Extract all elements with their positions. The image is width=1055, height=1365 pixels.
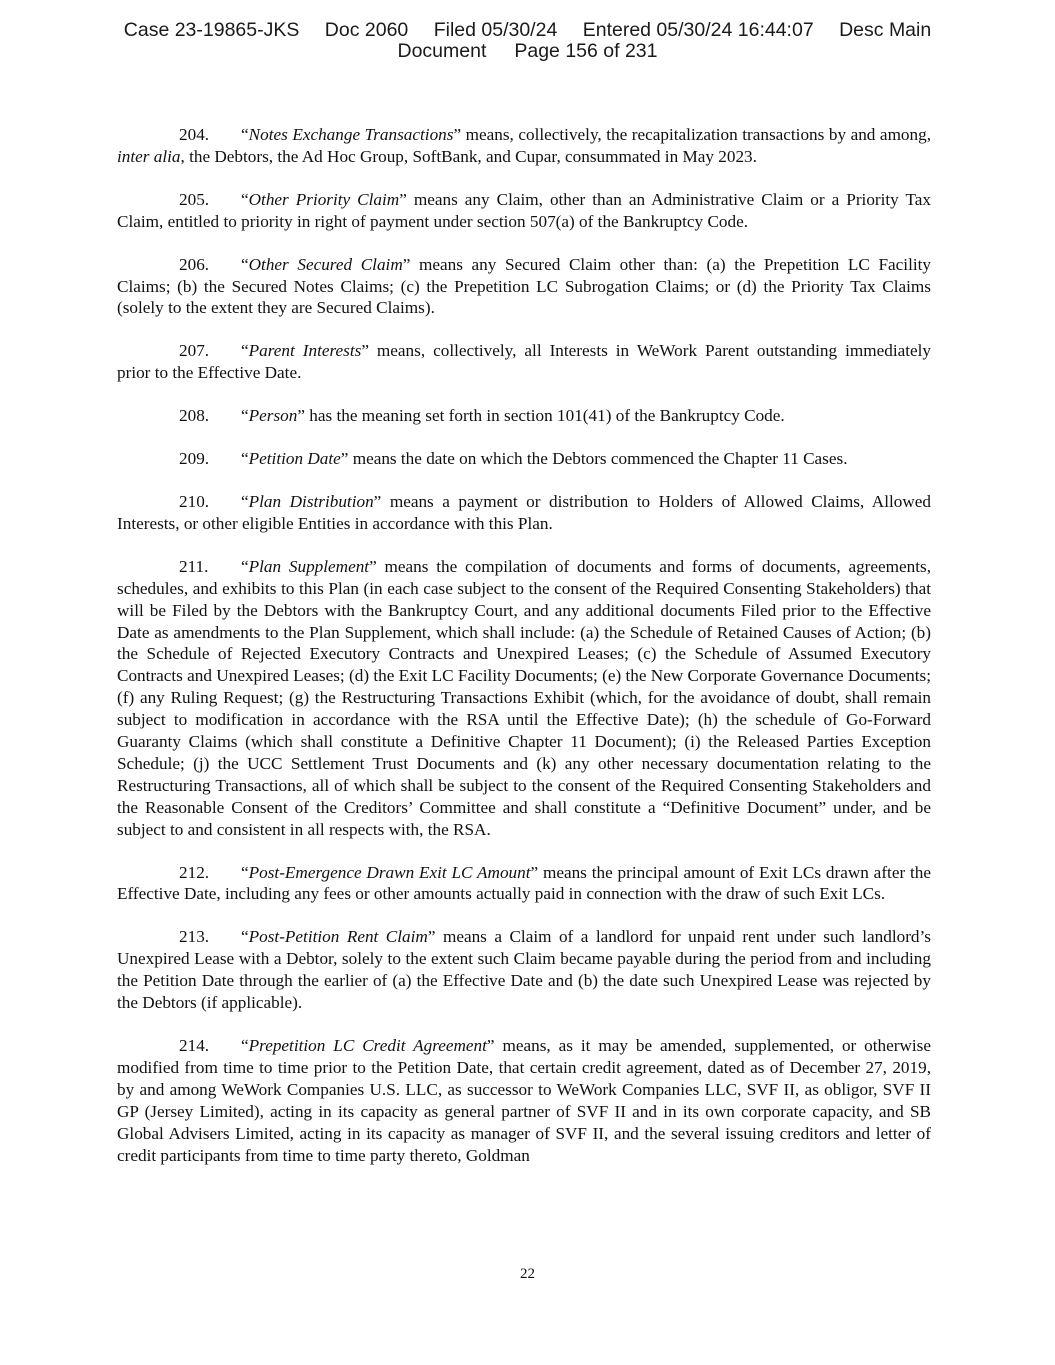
defined-term: Notes Exchange Transactions [248, 125, 454, 144]
defined-term: Other Priority Claim [248, 189, 400, 209]
defined-term: Person [248, 406, 298, 426]
header-line-1 [0, 20, 1055, 41]
paragraph-number: 205. [179, 189, 210, 209]
definition-paragraph [117, 926, 931, 1014]
definition-text: means a payment or distribution to Holders of Allowed Claims, Allowed Interests, or other eligible Entities in accordance with this Plan. [117, 491, 931, 533]
paragraph-number: 209. [179, 449, 210, 469]
close-quote: ” [369, 556, 377, 576]
defined-term: Parent Interests [248, 341, 362, 361]
paragraph-number: 207. [179, 341, 210, 361]
definition-paragraph [117, 254, 931, 320]
definition-text: means, collectively, the recapitalization transactions by and among, inter alia, the Debtors, the Ad Hoc Group, SoftBank, and Cupar, consummated in May 2023. [117, 125, 932, 166]
close-quote: ” [486, 1036, 495, 1055]
open-quote: “ [241, 125, 249, 144]
definition-text: means, as it may be amended, supplemented, or otherwise modified from time to time prior to the Petition Date, that certain credit agreement, dated as of December 27, 2019, by and among WeWork Companies U.S. LLC, as successor to WeWork Companies LLC, SVF II, as obligor, SVF II GP (Jersey Limited), acting in its capacity as general partner of SVF II and in its own corporate capacity, and SB Global Advisers Limited, acting in its capacity as manager of SVF II, and the several issuing creditors and letter of credit participants from time to time party thereto, Goldman [117, 1036, 931, 1165]
definition-text: means the compilation of documents and forms of documents, agreements, schedules, and exhibits to this Plan (in each case subject to the consent of the Required Consenting Stakeholders) that will be Filed by the Debtors with the Bankruptcy Court, and any additional documents Filed prior to the Effective Date as amendments to the Plan Supplement, which shall include: (a) the Schedule of Retained Causes of Action; (b) the Schedule of Rejected Executory Contracts and Unexpired Leases; (c) the Schedule of Assumed Executory Contracts and Unexpired Leases; (d) the Exit LC Facility Documents; (e) the New Corporate Governance Documents; (f) any Ruling Request; (g) the Restructuring Transactions Exhibit (which, for the avoidance of doubt, shall remain subject to modification in accordance with the RSA until the Effective Date); (h) the schedule of Go-Forward Guaranty Claims (which shall constitute a Definitive Chapter 11 Document); (i) the Released Parties Exception Schedule; (j) the UCC Settlement Trust Documents and (k) any other necessary documentation relating to the Restructuring Transactions, all of which shall be subject to the consent of the Required Consenting Stakeholders and the Reasonable Consent of the Creditors’ Committee and shall constitute a “Definitive Document” under, and be subject to and consistent in all respects with, the RSA. [117, 556, 932, 839]
open-quote: “ [241, 341, 249, 361]
desc-main: Desc Main [839, 19, 932, 41]
defined-term: Plan Supplement [248, 556, 370, 576]
open-quote: “ [241, 491, 249, 511]
page-count: Page 156 of 231 [514, 40, 658, 62]
filed-date: Filed 05/30/24 [433, 19, 558, 41]
paragraph-number: 213. [179, 927, 210, 947]
close-quote: ” [399, 189, 407, 209]
open-quote: “ [241, 406, 249, 426]
definition-text: means a Claim of a landlord for unpaid rent under such landlord’s Unexpired Lease with a Debtor, solely to the extent such Claim became payable during the period from and including the Petition Date through the earlier of (a) the Effective Date and (b) the date such Unexpired Lease was rejected by the Debtors (if applicable). [117, 927, 931, 1013]
open-quote: “ [241, 556, 249, 576]
defined-term: Post-Emergence Drawn Exit LC Amount [248, 862, 531, 882]
document-body [117, 124, 931, 1187]
defined-term: Plan Distribution [248, 491, 374, 511]
definition-paragraph [117, 340, 931, 384]
paragraph-number: 212. [179, 862, 210, 882]
document-label: Document [397, 40, 487, 62]
close-quote: ” [453, 125, 462, 144]
defined-term: Petition Date [248, 449, 341, 469]
definition-text: means the principal amount of Exit LCs drawn after the Effective Date, including any fees or other amounts actually paid in connection with the draw of such Exit LCs. [117, 862, 931, 904]
definition-text: means, collectively, all Interests in WeWork Parent outstanding immediately prior to the Effective Date. [117, 341, 931, 383]
case-header [0, 20, 1055, 62]
close-quote: ” [361, 341, 369, 361]
definition-paragraph [117, 1035, 931, 1166]
paragraph-number: 204. [179, 125, 210, 144]
close-quote: ” [373, 491, 382, 511]
open-quote: “ [241, 189, 249, 209]
doc-number: Doc 2060 [324, 19, 409, 41]
definition-paragraph [117, 862, 931, 906]
definition-paragraph [117, 556, 931, 841]
definition-text: means the date on which the Debtors commenced the Chapter 11 Cases. [348, 449, 848, 469]
open-quote: “ [241, 1036, 249, 1055]
close-quote: ” [402, 254, 411, 274]
defined-term: Prepetition LC Credit Agreement [248, 1036, 487, 1055]
open-quote: “ [241, 862, 249, 882]
paragraph-number: 211. [179, 556, 209, 576]
paragraph-number: 214. [179, 1036, 210, 1055]
close-quote: ” [427, 927, 436, 947]
definition-paragraph [117, 448, 931, 470]
header-line-2 [0, 41, 1055, 62]
definition-paragraph [117, 124, 931, 168]
paragraph-number: 210. [179, 491, 210, 511]
open-quote: “ [241, 449, 249, 469]
defined-term: Post-Petition Rent Claim [248, 927, 428, 947]
definition-text: means any Claim, other than an Administrative Claim or a Priority Tax Claim, entitled to priority in right of payment under section 507(a) of the Bankruptcy Code. [117, 189, 932, 231]
definition-text: means any Secured Claim other than: (a) the Prepetition LC Facility Claims; (b) the Secured Notes Claims; (c) the Prepetition LC Subrogation Claims; or (d) the Priority Tax Claims (solely to the extent they are Secured Claims). [117, 254, 931, 318]
definition-paragraph [117, 491, 931, 535]
paragraph-number: 206. [179, 254, 210, 274]
case-number: Case 23-19865-JKS [123, 19, 300, 41]
open-quote: “ [241, 927, 249, 947]
entered-date: Entered 05/30/24 16:44:07 [582, 19, 814, 41]
paragraph-number: 208. [179, 406, 210, 426]
close-quote: ” [297, 406, 305, 426]
definition-paragraph [117, 405, 931, 427]
definition-paragraph [117, 189, 931, 233]
page-number: 22 [520, 1266, 535, 1282]
close-quote: ” [530, 862, 539, 882]
close-quote: ” [340, 449, 349, 469]
defined-term: Other Secured Claim [248, 254, 403, 274]
definition-text: has the meaning set forth in section 101(41) of the Bankruptcy Code. [304, 406, 785, 426]
open-quote: “ [241, 254, 249, 274]
latin-phrase: inter alia [117, 146, 181, 166]
